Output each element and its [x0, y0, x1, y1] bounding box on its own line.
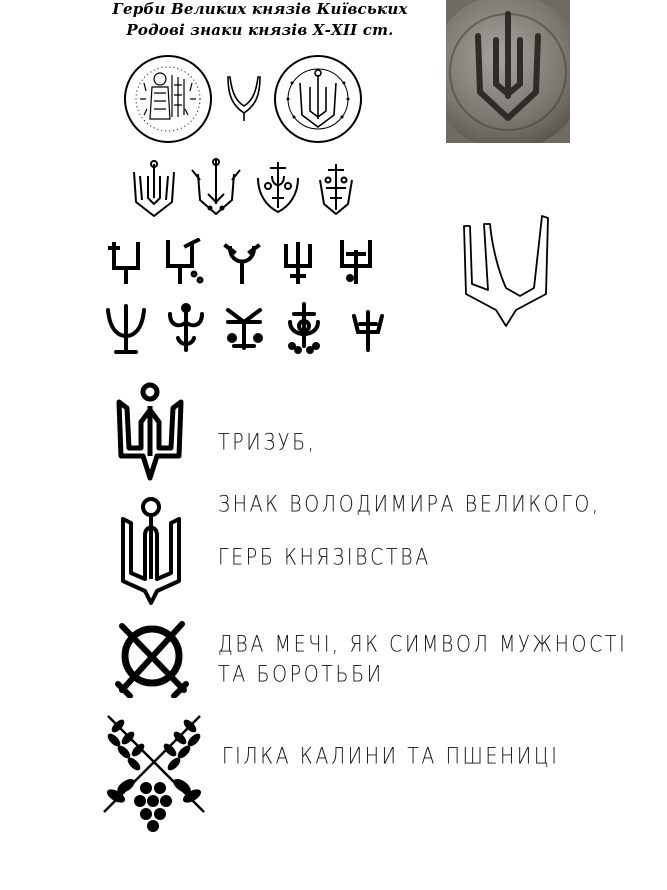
title-line-1: Герби Великих князів Київських: [112, 0, 408, 18]
caption-two-swords-line-2: ТА БОРОТЬБИ: [218, 662, 384, 688]
viburnum-wheat-branch-icon: [96, 706, 212, 834]
title-line-2: Родові знаки князів Х-ХІІ ст.: [126, 21, 394, 39]
coin-photo: [446, 0, 570, 143]
crossed-swords-icon: [114, 618, 192, 698]
trident-outline-icon: [134, 161, 174, 216]
bident-icon: [117, 495, 185, 607]
caption-principality-coat: ГЕРБ КНЯЗІВСТВА: [218, 545, 431, 571]
caption-trident: ТРИЗУБ,: [218, 430, 317, 456]
caption-volodymyr-sign: ЗНАК ВОЛОДИМИРА ВЕЛИКОГО,: [218, 492, 601, 518]
caption-two-swords-line-1: ДВА МЕЧІ, ЯК СИМВОЛ МУЖНОСТІ: [218, 632, 628, 658]
coin-drawing-trident-icon: [272, 53, 364, 145]
princely-signs-row-1: [126, 158, 358, 224]
coin-drawing-prince-icon: [122, 53, 214, 145]
princely-signs-row-3: [104, 302, 394, 358]
princely-signs-row-2: [108, 238, 388, 286]
bident-outline-icon: [222, 73, 266, 125]
large-bident-outline-icon: [458, 210, 554, 332]
caption-viburnum-wheat: ГІЛКА КАЛИНИ ТА ПШЕНИЦІ: [222, 744, 560, 770]
trident-icon: [113, 382, 187, 486]
